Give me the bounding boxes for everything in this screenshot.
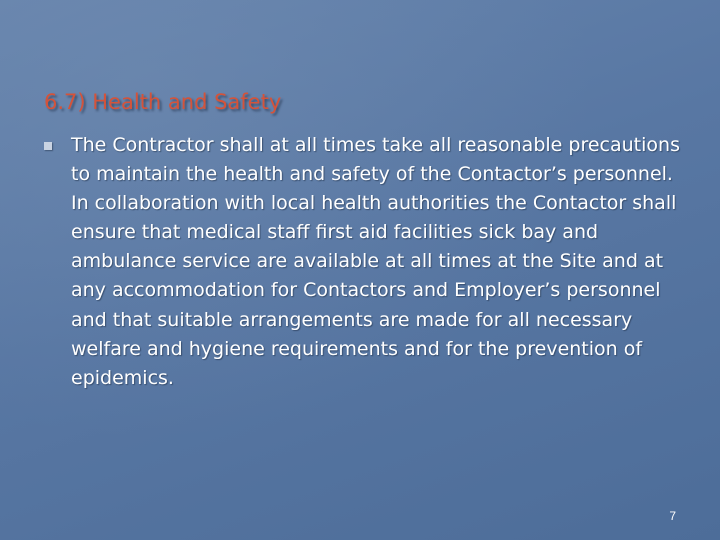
bullet-item (44, 131, 684, 393)
slide-title: 6.7) Health and Safety (44, 90, 282, 114)
square-bullet-icon (44, 142, 52, 150)
page-number: 7 (669, 509, 676, 523)
bullet-text: The Contractor shall at all times take all reasonable precautions to maintain the health and safety of the Contactor’s personnel. In collaboration with local health authorities the Contactor shall ensure that medical staff first aid facilities sick bay and ambulance service are available at all times at the Site and at any accommodation for Contactors and Employer’s personnel and that suitable arrangements are made for all necessary welfare and hygiene requirements and for the prevention of epidemics. (71, 134, 680, 389)
